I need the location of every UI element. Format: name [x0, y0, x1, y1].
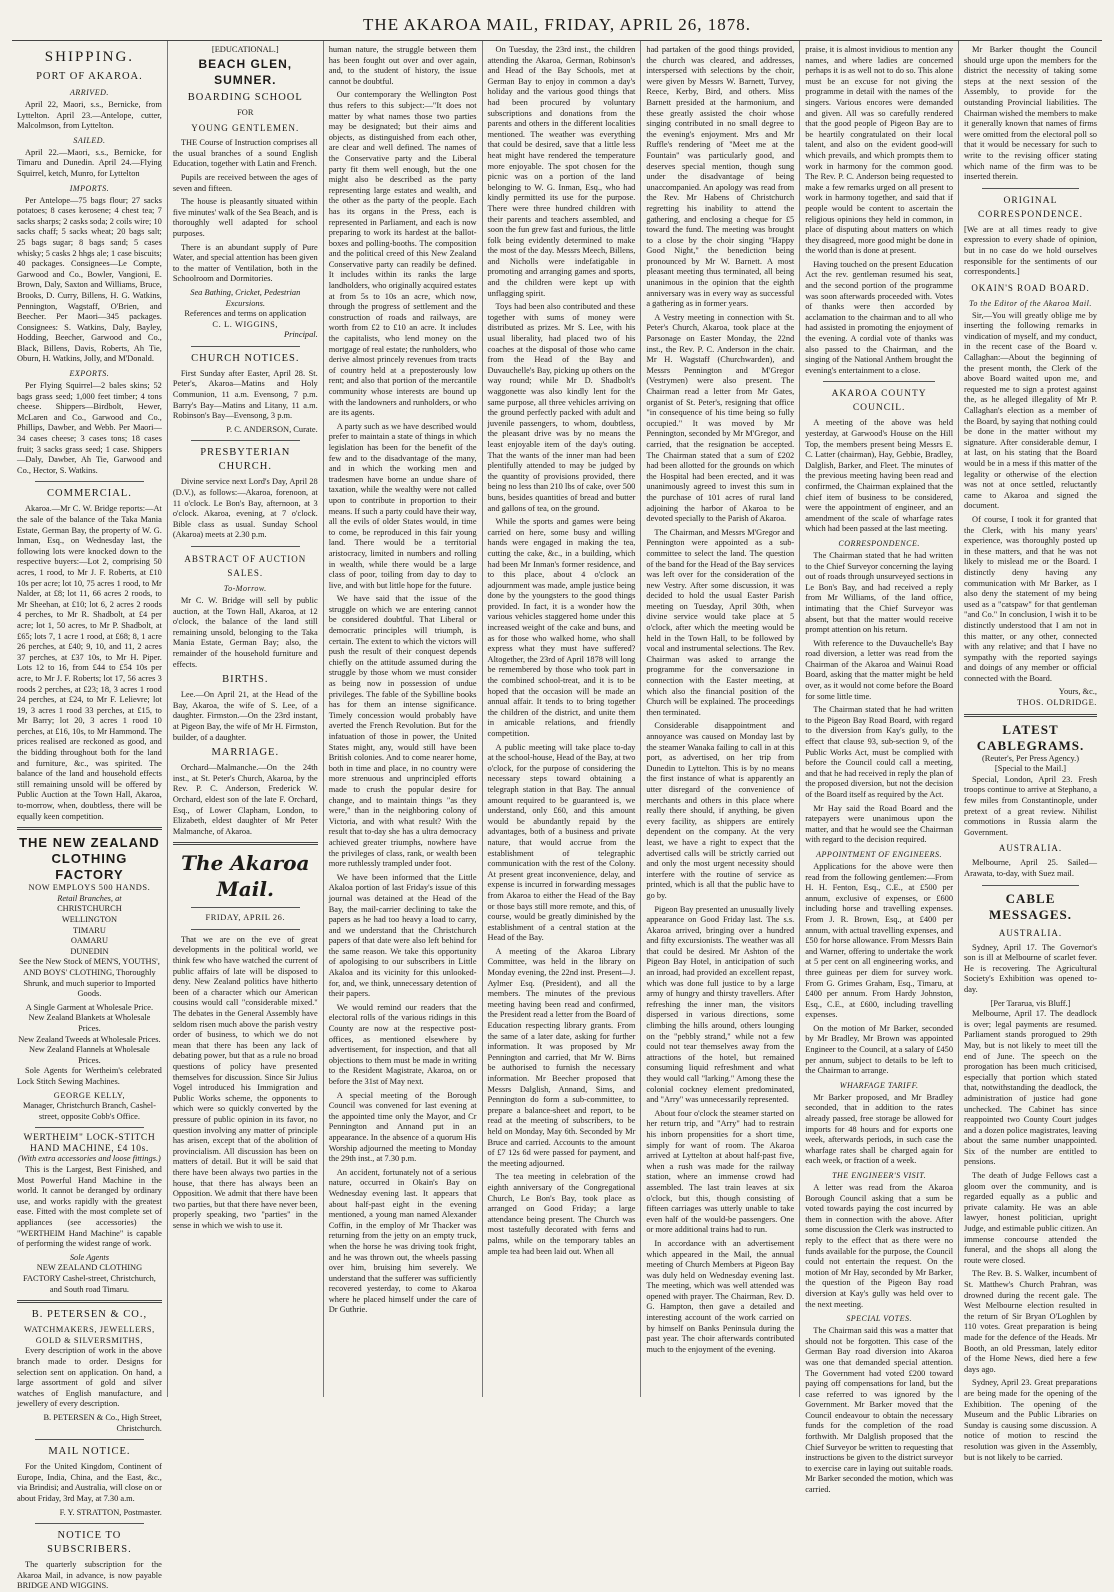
divider — [17, 827, 162, 830]
petersen-sign: B. PETERSEN & Co., High Street, Christchurch. — [43, 1412, 162, 1433]
cablegrams-heading: LATEST CABLEGRAMS. — [976, 721, 1085, 753]
council-text: Mr Hay said the Road Board and the ratepayers were unanimous upon the matter, and that he would see the Chairman with regard to the decision required. — [805, 803, 954, 845]
article-text: In accordance with an advertisement which appeared in the Mail, the annual meeting of Church Members at Pigeon Bay was duly held on Wednesday evening last. The meeting, which was well attended was opened with prayer. The Chairman, Rev. D. G. Hampton, then gave a detailed and interesting account of the work carried on by himself on Banks Peninsula during the past year. The choir afterwards contributed much to the enjoyment of the evening. — [646, 1238, 795, 1354]
petersen-sub: WATCHMAKERS, JEWELLERS, GOLD & SILVERSMITHS, — [24, 1325, 155, 1345]
educational-label: [EDUCATIONAL.] — [211, 45, 279, 54]
article-text: Considerable disappointment and annoyance was caused on Monday last by the steamer Wanaka failing to call in at this port, as advertised, on her trip from Dunedin to Lyttelton. This is by no means the first instance of what is apparently an utter disregard of the convenience of merchants and others in this place where really there should, if anything, be given every facility, as shippers are entirely dependent on the company. At the very least, we have a right to expect that the advertised calls will be strictly carried out and only the most urgent necessity should interfere with the routine of service as printed, which is all that the public have to go by. — [646, 721, 795, 900]
paper-title: The Akaroa Mail. — [181, 851, 310, 902]
okains-to: To the Editor of the Akaroa Mail. — [969, 298, 1092, 308]
article-text: A public meeting will take place to-day at the school-house, Head of the Bay, at two o'clock, for the purpose of considering the necessary steps toward obtaining a telegraph station in that Bay. The annual amount required to be guaranteed is, we understand, only £60, and this amount would be abundantly repaid by the advantages, both of a business and private nature, that would accrue from the establishment of telegraphic communication with the rest of the Colony. At present great inconvenience, delay, and expense is incurred in forwarding messages from Akaroa to either the Head of the Bay or those bays still more remote, and this, of course, would be greatly diminished by the establishment of a central station at the Head of the Bay. — [487, 742, 636, 943]
divider — [964, 714, 1097, 717]
article-text: Pigeon Bay presented an unusually lively appearance on Good Friday last. The s.s. Akaroa arrived, bringing over a hundred and fifty excursionists. The weather was all that could be desired. Mr Ashton of the Pigeon Bay Hotel, in anticipation of such an inroad, had provided an excellent repast, which was done full justice to by a large army of hungry and thirsty travellers. After refreshing the inner man, the visitors dispersed in various directions, some climbing the hills around, others lounging on the "pebbly strand," while not a few could not tear themselves away from the attractions of the hotel, but remained consuming liquid refreshment and what they would call "larking." Among these the colonial cockney element predominated, and "Arry" was unnecessarily represented. — [646, 904, 795, 1105]
auction-text: Mr C. W. Bridge will sell by public auction, at the Town Hall, Akaroa, at 12 o'clock, the balance of the land still remaining unsold, belonging to the Taka Mania Estate, German Bay; also, the remainder of the household furniture and effects. — [172, 596, 318, 669]
cable-messages-heading: CABLE MESSAGES. — [988, 890, 1073, 922]
article-text: A Vestry meeting in connection with St. Peter's Church, Akaroa, took place at the Parsonage on Easter Monday, the 22nd inst., the Rev. P. C. Anderson in the chair. Mr H. Wagstaff (Churchwarden), and Messrs Pennington and M'Gregor (Vestrymen) were also present. The Chairman read a letter from Mr Gates, organist of St. Peter's, resigning that office "in consequence of his time being so fully occupied." It was moved by Mr Pennington, seconded by Mr M'Gregor, and carried, that the resignation be accepted. The Chairman stated that a sum of £202 had been allotted for the grounds on which the Hospital had been erected, and it was unanimously agreed to invest this sum in the purchase of 101 acres of rural land adjoining the harbor of Akaroa to be devoted specially to the Parish of Akaroa. — [646, 312, 795, 524]
column-4 — [483, 41, 642, 1397]
council-text: The Chairman stated that he had written to the Pigeon Bay Road Board, with regard to the diversion from Kay's gully, to the effect that clause 93, sub-section 9, of the Public Works Act, must be complied with before the Council could call a meeting, and that he had received in reply the plan of the proposed diversion, but not the decision of the Board itself as required by the Act. — [805, 705, 954, 799]
imports-label: IMPORTS. — [69, 183, 110, 193]
divider — [191, 346, 300, 347]
special-mail-label: [Special to the Mail.] — [994, 764, 1067, 774]
nz-item: A Single Garment at Wholesale Price. — [25, 1002, 154, 1012]
column-6 — [800, 41, 959, 1495]
column-1 — [12, 41, 168, 1591]
nz-agents: Sole Agents for Wertheim's celebrated Lock Stitch Sewing Machines. — [17, 1066, 162, 1086]
article-text: We have said that the issue of the struggle on which we are entering cannot be considered doubtful. That Liberal or democratic principles will triumph, is certain. The extent to which the victors will push the result of their conquest depends chiefly on the attitude assumed during the struggle by those whom we must consider as being now in possession of undue privileges. The fable of the Sybilline books has for them an intense significance. Timely concession would probably have averted the French Revolution. But for the infatuation of those in power, the United States might, any, would still have been British colonies. And to come nearer home, both in time and place, in no country were more strenuous and unprincipled efforts made to crush the popular desire for change, and to maintain things "as they were," than in the neighboring colony of Victoria, and with what result? With the result that to-day she has a ultra democracy achieved greater triumphs, nowhere have the privileges of class, rank, or wealth been more ruthlessly trampled under foot. — [328, 594, 477, 869]
beach-text: THE Course of Instruction comprises all the usual branches of a sound English Education, together with Latin and French. — [172, 138, 318, 169]
church-sign: P. C. ANDERSON, Curate. — [226, 424, 318, 434]
original-note: [We are at all times ready to give expression to every shade of opinion, but in no case do we hold ourselves responsible for the sentiments of our correspondents.] — [964, 224, 1097, 277]
okains-heading: OKAIN'S ROAD BOARD. — [971, 282, 1090, 293]
marriage-text: Orchard—Malmanche.—On the 24th inst., at St. Peter's Church, Akaroa, by the Rev. P. C. Anderson, Frederick W. Orchard, eldest son of the late F. Orchard, Esq., of Lower Clapham, London, to Elizabeth, eldest daughter of Mr Peter Malmanche, of Akaroa. — [172, 763, 318, 836]
columns — [12, 41, 1102, 1591]
article-text: Toys had been also contributed and these together with sums of money were distributed as prizes. Mr S. Lee, with his usual liberality, had placed two of his coaches at the disposal of those who came from the Head of the Bay and Duvauchelle's Bay, picking up others on the way round; while Mr D. Shadbolt's waggonette was also kindly lent for the same purpose, all three vehicles arriving on the ground perfectly packed with adult and juvenile passengers, to whom, doubtless, the pleasant drive was by no means the least enjoyable item of the day's outing. That the wants of the inner man had been plentifully attended to may be judged by the quantity of provisions provided, there being no less than 210 lbs of cake, over 500 buns, besides quantities of bread and butter and gallons of tea, on the ground. — [487, 302, 636, 513]
nz-employs: NOW EMPLOYS 500 HANDS. — [28, 883, 151, 893]
wharfage-label: WHARFAGE TARIFF. — [839, 1080, 919, 1090]
kelly-name: GEORGE KELLY, — [53, 1090, 126, 1100]
article-text: Our contemporary the Wellington Post thus refers to this subject:—"It does not matter by what names those two parties may be designated; but their aims and objects, as distinguished from each other, are clear and well defined. The names of the Conservative party and the Liberal party fit them well enough, but the one might also be described as the party representing large estates and wealth, and the other as the party of the people. Each has its organs in the Press, each is represented in Parliament, and each is now preparing to work its hardest at the ballot-boxes and polling-booths. The composition and the political creed of this New Zealand Conservative party can readily be defined. It includes within its ranks the large landholders, who originally acquired estates at from 5s to 10s an acre, which now, through the progress of settlement and the construction of roads and railways, are worth from £2 to £10 an acre. It includes the capitalists, who lend money on the mortgage of real estate; the runholders, who derive almost princely revenues from tracts of country held at a preposterously low rent; and also that portion of the mercantile community whose interests are bound up with the landowners and runholders, or who are its agents. — [328, 90, 477, 418]
nz-branch: DUNEDIN — [70, 946, 109, 956]
nz-clothing-heading: THE NEW ZEALAND CLOTHING FACTORY — [19, 835, 160, 883]
council-text: A letter was read from the Akaroa Borough Council asking that a sum be voted towards paying the cost incurred by them in connection with the above. After some discussion the Clerk was instructed to reply to the effect that as there were no funds available for the purpose, the Council could not entertain the request. On the motion of Mr Hay, seconded by Mr Barker, the question of the Pigeon Bay road diversion at Kay's gully was held over to the next meeting. — [805, 1183, 954, 1309]
beach-glen-heading: BEACH GLEN, SUMNER. — [198, 56, 293, 87]
divider — [823, 381, 935, 382]
cable-text: The Rev. B. S. Walker, incumbent of St. Matthew's Church Prahran, was drowned during the recent gale. The West Melbourne election resulted in the return of Sir Bryan O'Loghlen by 110 votes. Great preparation is being made for the defence of the Heads. Mr Booth, an old Pressman, lately editor of the Home News, died here a few days ago. — [964, 1269, 1097, 1374]
cable-text: Melbourne, April 17. The deadlock is over; legal payments are resumed. Parliament stands prorogued to 29th May, but is not likely to meet till the end of June. The speech on the prorogation has been much criticised, especially that portion which stated that, notwithstanding the deadlock, the administration of justice had gone unchecked. The Cabinet has since reappointed two County Court judges and a dozen police magistrates, leaving about the same number unappointed. Six of the number are entitled to pensions. — [964, 1009, 1097, 1167]
article-text: A party such as we have described would prefer to maintain a state of things in which legislation has been for the benefit of the few and to the disadvantage of the many, and in which the working men and tradesmen have borne an undue share of taxation, while the wealthy were not called upon to contribute in proportion to their means. If such a party could have their way, all the evils of older States would, in time to come, be reproduced in this fair young land. There would be a territorial aristocracy, limited in numbers and rolling in wealth, while there would be a large class of poor, toiling from day to day to live, and with but little hope for the future. — [328, 421, 477, 590]
sailed-label: SAILED. — [73, 135, 106, 145]
australia-heading: AUSTRALIA. — [998, 927, 1063, 938]
okains-text: Of course, I took it for granted that the Clerk, with his many years' experience, was thoroughly posted up in these matters, and that he was not likely to mislead me or the Board. I distinctly deny having any communication with Mr Barker, as I also deny the statement of my being used as a "catspaw" for that gentleman "and Co." In conclusion, I wish it to be distinctly understood that I am not in this matter, or any other, connected with any relative; and that I have no sympathy with the reported sayings and doings of any member or official connected with the Board. — [964, 514, 1097, 683]
column-5 — [641, 41, 800, 1397]
column-2 — [168, 41, 324, 1397]
article-text: On Tuesday, the 23rd inst., the children attending the Akaroa, German, Robinson's and Head of the Bay Schools, met at German Bay to enjoy in common a day's holiday and the various good things that had been procured by voluntary subscriptions and donations from the parents and others in the different localities mentioned. The weather was everything that could be desired, save that a little less heat might have rendered the temperature more enjoyable. The spot chosen for the picnic was on a portion of the land belonging to W. G. Inman, Esq., who had kindly permitted its use for the purpose. There were three hundred children with their parents and teachers assembled, and soon the fun grew fast and furious, the little folk being evidently determined to make the most of the day. Messrs Meech, Billens, and Nicholls were indefatigable in promoting and arranging games and sports, and the children were kept up with unflagging spirit. — [487, 45, 636, 298]
for-label: FOR — [237, 107, 254, 117]
article-text: While the sports and games were being carried on here, some busy and willing hands were engaged in making the tea, cutting the cake, &c., in a building, which had been Mr Inman's former residence, and to this place, about 4 o'clock an adjournment was made, ample justice being done by the youngsters to the good things provided. In fact, it is a wonder how the various vehicles staggered home under this increased weight of the cake and buns, and as for those who walked home, who shall express what they must have suffered? Altogether, the 23rd of April 1878 will long be remembered by those who took part in the combined school-treat, and it is to be hoped that the occasion will be made an annual affair. It tends to to bring together the children of the district, and unite them in amicable relations, and friendly competition. — [487, 517, 636, 738]
original-correspondence-heading: ORIGINAL CORRESPONDENCE. — [978, 195, 1083, 220]
article-text: praise, it is almost invidious to mention any names, and where ladies are concerned perhaps it is as well not to do so. This alone must be an excuse for not giving the programme in detail with the names of the singers. Various encores were demanded and given. All was so carefully rendered that the good people of Pigeon Bay are to be heartily congratulated on their local talent, and also on the evident good-will which prevails, and which prompts them to work in harmony for the common good. The Rev. P. C. Anderson being requested to make a few remarks urged on all present to work in harmony together, and said that if people would be content to ascertain the religious opinions they held in common, in place of disputing about matters on which they disagreed, more good might be done in the world than is done at present. — [805, 45, 954, 256]
article-text: had partaken of the good things provided, the church was cleared, and addresses, interspersed with selections by the choir, were given by Messrs W. Barnett, Turvey, Reece, Kerby, Bird, and others. Miss Barnett presided at the harmonium, and these greatly assisted the choir whose singing contributed in no small degree to the evening's enjoyment. Mrs and Mr Ruffle's rendering of "Meet me at the Fountain" was particularly good, and deserves special mention, though sung under the disadvantage of being unaccompanied. An apology was read from the Rev. Mr Habens of Christchurch regretting his inability to attend the gathering, and enclosing a cheque for £5 toward the fund. The meeting was brought to a close by the choir singing "Happy Good Night," the benediction being pronounced by Mr W. Barnett. A most pleasant meeting thus terminated, all being unanimous in the opinion that the eighth anniversary was in every way as successful a gathering as in former years. — [646, 45, 795, 309]
wertheim-heading: WERTHEIM" LOCK-STITCH HAND MACHINE, £4 10s. — [23, 1133, 156, 1154]
cable-text: Melbourne, April 25. Sailed—Arawata, to-day, with Suez mail. — [964, 858, 1097, 878]
nz-branch: OAMARU — [70, 936, 109, 946]
correspondence-label: CORRESPONDENCE. — [838, 538, 920, 548]
county-council-heading: AKAROA COUNTY COUNCIL. — [831, 389, 927, 414]
divider — [35, 1127, 144, 1128]
council-text: The Chairman stated that he had written to the Chief Surveyor concerning the laying out of roads through unsurveyed sections in Le Bon's Bay, and had received a reply from Mr Williams, of the land office, intimating that the Chief Surveyor was absent, but that the matter would receive prompt attention on his return. — [805, 550, 954, 635]
article-text: human nature, the struggle between them has been fought out over and over again, and, to the student of history, the issue cannot be doubtful. — [328, 45, 477, 86]
nz-branch: TIMARU — [72, 925, 106, 935]
wertheim-sub: (With extra accessories and loose fittings.) — [18, 1154, 161, 1164]
column-7 — [959, 41, 1102, 1462]
commercial-text: Akaroa.—Mr C. W. Bridge reports:—At the sale of the balance of the Taka Mania Estate, German Bay, the property of W. G. Inman, Esq., on Wednesday last, the following lots were knocked down to the respective buyers:—Lot 2, comprising 50 acres, 1 rood, to Mr J. F. Roberts, at £10 10s per acre; lot 10, 75 acres 1 rood, to Mr Nalder, at £8; lot 11, 66 acres 2 roods, to Mr Sheehan, at £10; lot 6, 2 acres 2 roods 4 perches, to Mr R. Shadbolt, at £4 per acre; lot 1, 50 acres, to Mr P. Shadbolt, at £65; lots 7, 1 acre 1 rood, at £68; 8, 1 acre 26 perches, at £40; 9, 10, and 11, 2 acres 37 perches, at £37 10s, to Mr H. Piper. Lots 12 to 16, from £44 to £54 10s per acre, to Mr J. F. Roberts; lot 17, 56 acres 3 roods 2 perches, at £23; 18, 3 acres 1 rood 24 perches, at £24, to Mr F. Lelievre; lot 19, 3 acres 1 rood 33 perches, at £15, to Mr Barry; lot 20, 3 acres 1 rood 10 perches, at £16, 10s, to Mr Hammond. The prices realised are reckoned as good, and the bidding throughout both for the land and furniture, &c., was spirited. The balance of the land and household effects still remaining unsold will be offered by Public Auction at the Town Hall, Akaroa, to-morrow, when, doubtless, there will be equally keen competition. — [17, 504, 162, 821]
mail-notice-heading: MAIL NOTICE. — [48, 1446, 131, 1458]
arrived-label: ARRIVED. — [69, 88, 109, 97]
births-text: Lee.—On April 21, at the Head of the Bay, Akaroa, the wife of S. Lee, of a daughter. Firmston.—On the 23rd instant, at Pigeon Bay, the wife of Mr H. Firmston, builder, of a daughter. — [172, 690, 318, 742]
exports-label: EXPORTS. — [69, 369, 110, 379]
wertheim-text: This is the Largest, Best Finished, and Most Powerful Hand Machine in the world. It cannot be deranged by ordinary use, and works rapidly with the greatest ease. Fitted with the most complete set of appliances (see accessories) the "WERTHEIM Hand Machine" is capable of performing the widest range of work. — [17, 1165, 162, 1249]
principal-label: Principal. — [283, 330, 318, 340]
divider — [35, 481, 144, 482]
article-text: The tea meeting in celebration of the eighth anniversary of the Congregational Church, Le Bon's Bay, took place as arranged on Good Friday; a large attendance being present. The Church was most tastefully decorated with ferns and palms, while on the temporary tables an ample tea had been laid out. When all — [487, 1172, 636, 1256]
article-text: We would remind our readers that the electoral rolls of the various ridings in this County are now at the respective post-offices, as mentioned elsewhere by advertisement, for inspection, and that all objections to them must be made in writing to the Resident Magistrate, Akaroa, on or before the 31st of May next. — [328, 1002, 477, 1086]
references: References and terms on application — [184, 309, 307, 319]
beach-text: There is an abundant supply of Pure Water, and special attention has been given to the matter of Ventilation, both in the Schoolroom and Dormitories. — [172, 242, 318, 284]
commercial-heading: COMMERCIAL. — [47, 488, 132, 500]
divider — [191, 546, 300, 547]
nz-branch: WELLINGTON — [61, 915, 118, 924]
tararua-label: [Per Tararua, vis Bluff.] — [990, 998, 1071, 1008]
exports-text: Per Flying Squirrel—2 bales skins; 52 bags grass seed; 1,000 feet timber; 4 tons cheese. Shippers—Birdbolt, Hewer, McLaren and Co., Garwood and Co., Phillips, Dawber, and Webb. Per Maori—34 cases cheese; 3 cases tons; 18 cases fruit; 3 sacks grass seed; 1 case. Shippers—Daly, Dawber, Ah Tie, Garwood and Co., Hector, S. Watkins. — [17, 381, 162, 475]
kelly-text: Manager, Christchurch Branch, Cashel-street, opposite Cobb's Office. — [22, 1101, 156, 1121]
engineers-visit-label: THE ENGINEER'S VISIT. — [832, 1171, 927, 1180]
council-text: A meeting of the above was held yesterday, at Garwood's House on the Hill Top, the members present being Messrs E. C. Latter (chairman), Hay, Gebbie, Bradley, Dalglish, Barker, and Fleet. The minutes of the previous meeting having been read and confirmed, the Chairman explained that the chief item of business to be considered, were the appointment of engineer, and an amendment of the scale of wharfage rates which had been passed at the last meeting. — [805, 418, 954, 534]
church-notices-heading: CHURCH NOTICES. — [191, 352, 300, 364]
port-heading: PORT OF AKAROA. — [36, 71, 143, 82]
nz-item: New Zealand Tweeds at Wholesale Prices. — [18, 1034, 161, 1044]
presbyterian-heading: PRESBYTERIAN CHURCH. — [200, 447, 291, 473]
divider — [982, 885, 1079, 886]
cable-text: Sydney, April 17. The Governor's son is ill at Melbourne of scarlet fever. He is recovering. The Agricultural Society's Exhibition was opened to-day. — [964, 942, 1097, 994]
nz-stock: See the New Stock of MEN'S, YOUTHS', AND BOYS' CLOTHING, Thoroughly Shrunk, and much superior to Imported Goods. — [18, 957, 160, 999]
divider — [191, 440, 300, 441]
council-text: The Chairman said this was a matter that should not be forgotten. This case of the German Bay road diversion into Akaroa was one that demanded special attention. The Government had voted £200 toward paying off compensations for land, but the case referred to was ignored by the Government. Mr Barker moved that the Council endeavour to obtain the necessary funds for the completion of the road forthwith. Mr Dalglish proposed that the Chief Surveyor be written to requesting that instructions be given to the district surveyor to exercise care in laying out suitable roads. Mr Barker seconded the motion, which was carried. — [805, 1326, 954, 1495]
article-text: Having touched on the present Education Act the rev. gentleman resumed his seat, and the second portion of the programme was soon afterwards proceeded with. Votes of thanks were then accorded by acclamation to the chairman and to all who had assisted in promoting the enjoyment of the evening. A cordial vote of thanks was also passed to the Chairman, and the singing of the National Anthem brought the evening's entertainment to a close. — [805, 259, 954, 375]
special-votes-label: SPECIAL VOTES. — [846, 1314, 912, 1324]
divider — [35, 1523, 144, 1524]
article-text: We have been informed that the Little Akaloa portion of last Friday's issue of this journal was detained at the Head of the Bay, the mail-carrier declining to take the papers as he had too heavy a load to carry, and we understand that the Christchurch papers of that date were also left behind for the same reason. We take this opportunity of apologising to our subscribers in Little Akaloa and its vicinity for this unlooked-for, and, we think, unnecessary detention of their papers. — [328, 872, 477, 999]
mail-notice-sign: F. Y. STRATTON, Postmaster. — [59, 1507, 162, 1517]
cable-text: Special, London, April 23. Fresh troops continue to arrive at Stephano, a few miles from Constantinople, under pretext of a great review. Nihilist commotions in Russia alarm the Government. — [964, 774, 1097, 837]
reuter-label: (Reuter's, Per Press Agency.) — [981, 753, 1080, 763]
church-text: First Sunday after Easter, April 28. St. Peter's, Akaroa—Matins and Holy Communion, 11 a.m. Evensong, 7 p.m. Barry's Bay—Matins and Litany, 11 a.m. Robinson's Bay—Evensong, 3 p.m. — [172, 368, 318, 421]
presbyterian-text: Divine service next Lord's Day, April 28 (D.V.), as follows:—Akaroa, forenoon, at 11 o'clock. Le Bon's Bay, afternoon, at 3 o'clock. Akaroa, evening, at 7 o'clock. Bible class as usual. Sunday School (Akaroa) meets at 2.30 p.m. — [172, 477, 318, 540]
engineers-label: APPOINTMENT OF ENGINEERS. — [816, 849, 943, 859]
boarding-school: BOARDING SCHOOL — [187, 91, 303, 103]
okains-sign: THOS. OLDRIDGE. — [1017, 698, 1097, 708]
petersen-text: Every description of work in the above branch made to order. Designs for selection sent on application. On hand, a large assortment of gold and silver watches of English manufacture, and jewellery of every description. — [17, 1346, 162, 1409]
sailed-text: April 22.—Maori, s.s., Bernicke, for Timaru and Dunedin. April 24.—Flying Squirrel, ketch, Munro, for Lyttelton — [17, 147, 162, 178]
masthead: THE AKAROA MAIL, FRIDAY, APRIL 26, 1878. — [363, 15, 751, 34]
nz-item: New Zealand Flannels at Wholesale Prices. — [29, 1045, 150, 1065]
council-text: Mr Barker proposed, and Mr Bradley seconded, that in addition to the rates already passed, free storage be allowed for imports for 48 hours and for exports one week, afterwards periods, in such case the wharfage rates shall be charged again for each week, or fraction of a week. — [805, 1092, 954, 1166]
okains-sign: Yours, &c., — [1058, 687, 1097, 697]
divider — [173, 842, 318, 845]
article-text: The Chairman, and Messrs M'Gregor and Pennington were appointed as a sub-committee to select the land. The question of the band for the Head of the Bay services was left over for the consideration of the new Vestry. After some discussion, it was decided to hold the usual Easter Parish meeting on Tuesday, April 30th, when divine service would take place at 5 o'clock, after which the meeting would be held in the Town Hall, to be followed by vocal and instrumental selections. The Rev. Chairman was asked to arrange the programme for the conversazione in connection with the Easter meeting, at which also the financial position of the Church will be explained. The proceedings then terminated. — [646, 527, 795, 717]
divider — [35, 1439, 144, 1440]
shipping-heading: SHIPPING. — [44, 49, 135, 65]
article-text: Mr Barker thought the Council should urge upon the members for the district the necessity of taking some steps at the next session of the Assembly, to provide for the outstanding Provincial liabilities. The Chairman wished the members to make it generally known that names of firms were omitted from the electoral poll so that it would be necessary for such to write to the revising officer stating which name of the firm was to be inserted therein. — [964, 45, 1097, 182]
divider — [17, 1300, 162, 1303]
auction-heading: ABSTRACT OF AUCTION SALES. — [184, 554, 307, 578]
wiggins-name: C. L. WIGGINS, — [212, 319, 279, 329]
cable-text: The death of Judge Fellows cast a gloom over the community, and is regarded equally as a public and private calamity. He was an able lawyer, honest politician, upright Judge, and estimable public citizen. An immense concourse attended the funeral, and the shops all along the route were closed. — [964, 1171, 1097, 1265]
council-text: Applications for the above were then read from the following gentlemen:—From H. H. Fenton, Esq., C.E., at £500 per annum, exclusive of expenses, or £600 including horse and travelling expenses. From J. R. Brown, Esq., at £400 per annum, with actual travelling expenses, and £50 for horse allowance. From Messrs Bain and Warner, offering to undertake the work at 5 per cent on all engineering works, and three guineas per diem for survey work. From G. Grimes Graham, Esq., Timaru, at £400 per annum. From Hardy Johnston, Esq., C.E., at £600, including travelling expenses. — [805, 861, 954, 1020]
mail-notice-text: For the United Kingdom, Continent of Europe, India, China, and the East, &c., via Brindisi; and Australia, will close on or about Friday, 3rd May, at 7.30 a.m. — [17, 1462, 162, 1503]
beach-text: Pupils are received between the ages of seven and fifteen. — [172, 172, 318, 193]
article-text: About four o'clock the steamer started on her return trip, and "Arry" had to restrain his inborn propensities for a short time, simply for want of room. The Akaroa arrived at Lyttelton at about half-past five, when a rush was made for the railway station, where an immense crowd had assembled. The last train leaves at six o'clock, but this, though consisting of fifteen carriages was utterly unable to take even half of the would-be passengers. One or more additional trains had to run. — [646, 1108, 795, 1235]
paper-date: FRIDAY, APRIL 26. — [205, 913, 286, 923]
young-gentlemen: YOUNG GENTLEMEN. — [191, 123, 300, 134]
sole-agents-label: Sole Agents — [69, 1252, 109, 1262]
sea-bathing: Sea Bathing, Cricket, Pedestrian Excursions. — [190, 287, 301, 308]
subscribers-heading: NOTICE TO SUBSCRIBERS. — [47, 1530, 132, 1556]
tomorrow-label: To-Morrow. — [223, 584, 267, 593]
petersen-heading: B. PETERSEN & CO., — [31, 1309, 148, 1321]
marriage-heading: MARRIAGE. — [211, 747, 280, 759]
imports-text: Per Antelope—75 bags flour; 27 sacks potatoes; 8 cases kerosene; 4 chest tea; 7 sacks sharps; 2 casks soda; 2 coils wire; 10 sacks chaff; 5 sacks wheat; 20 bags salt; 25 bags sugar; 8 bags sand; 5 cases whisky; 5 casks 2 hhgs ale; 1 case biscuits; 40 packages. Consignees—Le Compte, Garwood and Co., Bowler, Vangioni, E. Brown, Daly, Saxton and Williams, Bruce, Brooks, D. Curry, Billens, H. G. Watkins, Pennington, Wagstaff, O'Brien, and Beecher. Per Maori—345 packages. Consignees: S. Watkins, Daly, Bayley, Hodding, Beecher, Garwood and Co., Black, Billens, Davis, Roberts, Ah Tie, Oburn, H. Watkins, Jolly, and M'Donald. — [17, 195, 162, 364]
subscribers-text: The quarterly subscription for the Akaroa Mail, in advance, is now payable BRIDGE AND WIGGINS. — [17, 1560, 162, 1591]
leader-text: That we are on the eve of great developments in the political world, we think few who have watched the current of public affairs of late will be disposed to deny. New Zealand politics have hitherto been of a character which our American cousins would call "considerable mixed." The debates in the General Assembly have seldom risen much above the parish vestry order of business, to which we do not mean that there has been any lack of debating power, but that as a rule no broad questions of policy have presented themselves for discussion. Since Sir Julius Vogel introduced his Immigration and Public Works scheme, the opponents to which were so quickly converted by the pressure of public opinion in its favor, no question involving any matter of principle has arisen, except that of the abolition of provincialism. All discussion has been on matters of detail. But it will be said that there have been always two parties in the house, that there has always been an Opposition. We admit that there have been two parties, but that there have never been, properly speaking, two "parties" in the sense in which we wish to use it. — [172, 934, 318, 1230]
okains-text: Sir,—You will greatly oblige me by inserting the following remarks in vindication of myself, and my conduct, in the recent case of the Board v. Callaghan:—About the beginning of the present month, the Clerk of the above Board waited upon me, and requested me to sign a protest against the, as he alleged illegality of Mr P. Callaghan's election as a member of the Board, by saying that nothing could be done in the matter without my signature. After considerable demur, I at last, on his stating that the Board would be in a mess if this matter of the legality or otherwise of the election was not at once settled, reluctantly came to Akaroa and signed the document. — [964, 310, 1097, 511]
cable-text: Sydney, April 23. Great preparations are being made for the opening of the Exhibition. The opening of the Museum and the Public Libraries on Sunday is causing some discussion. A notice of motion to rescind the resolution was given in the Assembly, but is not likely to be carried. — [964, 1378, 1097, 1462]
divider — [982, 188, 1079, 189]
nz-item: New Zealand Blankets at Wholesale Prices. — [28, 1013, 151, 1033]
council-text: With reference to the Duvauchelle's Bay road diversion, a letter was read from the Chairman of the Akaroa and Wainui Road Board, asking that the matter might be held over, as it would not come before the Board for some little time. — [805, 638, 954, 701]
article-text: A meeting of the Akaroa Library Committee, was held in the library on Monday evening, the 22nd inst. Present—J. Aylmer Esq. (President), and all the members. The minutes of the previous meeting having been read and confirmed, the President read a letter from the Board of Education respecting library grants. From the same of a later date, asking for further information. It was proposed by Mr Pennington and carried, that Mr W. Birns be authorised to furnish the necessary information. Mr Beecher proposed that Messrs Dalglish, Annand, Sims, and Pennington do form a sub-committee, to prepare a balance-sheet and report, to be read at the meeting of subscribers, to be held on Monday, May 6th. Seconded by Mr Bruce and carried. Accounts to the amount of £7 12s 6d were passed for payment, and the meeting adjourned. — [487, 946, 636, 1168]
divider — [191, 907, 300, 908]
divider — [191, 929, 300, 930]
nz-branch: CHRISTCHURCH — [57, 904, 122, 914]
australia-heading: AUSTRALIA. — [998, 843, 1063, 854]
arrived-text: April 22, Maori, s.s., Bernicke, from Lyttelton. April 23.—Antelope, cutter, Malcolmson, from Lyttelton. — [17, 100, 162, 131]
beach-text: The house is pleasantly situated within five minutes' walk of the Sea Beach, and is thoroughly well adapted for school purposes. — [172, 197, 318, 238]
article-text: A special meeting of the Borough Council was convened for last evening at the appointed time only the Mayor, and Cr Pennington and Annand put in an appearance. In the absence of a quorum His Worship adjourned the meeting to Monday the 29th inst., at 7.30 p.m. — [328, 1090, 477, 1164]
sole-agents-text: NEW ZEALAND CLOTHING FACTORY Cashel-street, Christchurch, and South road Timaru. — [22, 1263, 156, 1294]
nz-branches-label: Retail Branches, at — [57, 893, 122, 903]
council-text: On the motion of Mr Barker, seconded by Mr Bradley, Mr Brown was appointed Engineer to the Council, at a salary of £450 per annum, subject to details to be left to the Chairman to arrange. — [805, 1023, 954, 1076]
article-text: An accident, fortunately not of a serious nature, occurred in Okain's Bay on Wednesday evening last. It appears that about half-past eight in the evening mentioned, a young man named Alexander Coffin, in the employ of Mr Thacker was returning from the jetty on an empty truck, when the horse he was driving took fright, and he was thrown out, the wheels passing over him, bruising him severely. We understand that the sufferer was sufficiently recovered yesterday, to come to Akaroa where he placed himself under the care of Dr Guthrie. — [328, 1167, 477, 1315]
column-3 — [324, 41, 483, 1397]
births-heading: BIRTHS. — [222, 674, 269, 686]
